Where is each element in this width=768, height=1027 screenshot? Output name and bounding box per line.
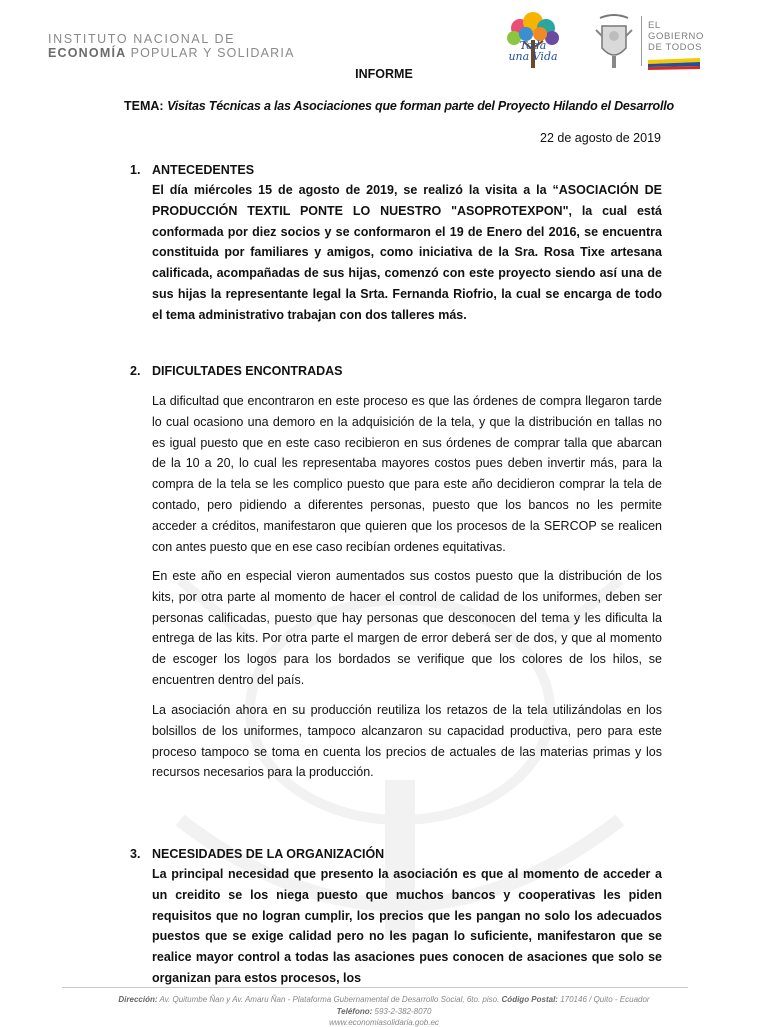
section-heading-dificultades: 2. DIFICULTADES ENCONTRADAS xyxy=(130,364,343,378)
footer-divider xyxy=(62,987,688,988)
document-date: 22 de agosto de 2019 xyxy=(540,131,661,145)
footer-phone: Teléfono: 593-2-382-8070 xyxy=(336,1007,432,1016)
paragraph: En este año en especial vieron aumentados sus costos puesto que la distribución de los kits, por otra parte al momento de hacer el control de calidad de los uniformes, deben ser personas calificadas, puesto que hay personas que desconocen del tema y les dificulta la entrega de las kits. Por otra parte el margen de error deberá ser de dos, y que al momento de escoger los logos para los bordados se verifique que los colores de los hilos, se encuentren dentro del país. xyxy=(152,569,662,687)
section-heading-antecedentes: 1. ANTECEDENTES xyxy=(130,163,255,177)
institution-name xyxy=(48,32,295,61)
document-subject xyxy=(124,99,674,113)
footer-website[interactable]: www.economiasolidaria.gob.ec xyxy=(329,1018,439,1027)
paragraph: La asociación ahora en su producción reutiliza los retazos de la tela utilizándolas en los bolsillos de los uniformes, tampoco alcanzaron su capacidad productiva, pero para este proceso tampoco se toma en cuenta los precios de actuales de las materias primas y los recursos necesarios para la producción. xyxy=(152,703,662,780)
paragraph: El día miércoles 15 de agosto de 2019, se realizó la visita a la “ASOCIACIÓN DE PRODUCCIÓN TEXTIL PONTE LO NUESTRO "ASOPROTEXPON", la cual está conformada por diez socios y se conformaron el 19 de Enero del 2016, se encuentra constituida por familiares y amigos, como iniciativa de la Sra. Rosa Tixe artesana calificada, acompañadas de sus hijas, comenzó con este proyecto siendo así una de sus hijas la representante legal la Srta. Fernanda Riofrio, la cual se encarga de todo el tema administrativo trabajan con dos talleres más. xyxy=(152,183,662,322)
section-heading-necesidades: 3. NECESIDADES DE LA ORGANIZACIÓN xyxy=(130,847,385,861)
subject-text: Visitas Técnicas a las Asociaciones que forman parte del Proyecto Hilando el Desarrollo xyxy=(167,99,674,113)
paragraph: La dificultad que encontraron en este proceso es que las órdenes de compra llegaron tarde lo cual ocasiono una demoro en la adquisición de la tela, y que la distribución en tallas no es igual puesto que en este caso recibieron en sus órdenes de comprar talla que abarcan de la 10 a 20, lo cual les representaba mayores costos pues deben invertir más, para la compra de la tela se les complico puesto que para este año decidieron comprar la tela de contado, pero pidiendo a diferentes personas, puesto que los bancos no les permite acceder a créditos, manifestaron que quieren que los procesos de la SERCOP se realicen con antes puesto que en ese caso recibían ordenes equitativas. xyxy=(152,394,662,554)
gov-logo-divider xyxy=(641,16,642,66)
footer-address: Dirección: Av. Quitumbe Ñan y Av. Amaru Ñan - Plataforma Gubernamental de Desarrollo Social, 6to. piso. Código Postal: 170146 / Quito - Ecuador xyxy=(118,995,650,1004)
gobierno-de-todos-text: EL GOBIERNO DE TODOS xyxy=(648,20,705,53)
institution-name-line2: ECONOMÍA POPULAR Y SOLIDARIA xyxy=(48,46,295,60)
institution-name-line1: INSTITUTO NACIONAL DE xyxy=(48,32,236,46)
subject-label: TEMA: xyxy=(124,99,164,113)
coat-of-arms-icon xyxy=(592,12,636,72)
paragraph: La principal necesidad que presento la asociación es que al momento de acceder a un creidito se los niega puesto que muchos bancos y cooperativas les piden requisitos que no logran cumplir, los precios que les pangan no solo los adecuados puestos que se exige calidad pero no les pagan lo suficiente, manifestaron que se realice mayor control a todas las asaciones pues conocen de asaciones que solo se organizan para estos procesos, los xyxy=(152,867,662,985)
document-title: INFORME xyxy=(355,67,413,81)
toda-una-vida-text: Toda una Vida xyxy=(508,39,558,63)
